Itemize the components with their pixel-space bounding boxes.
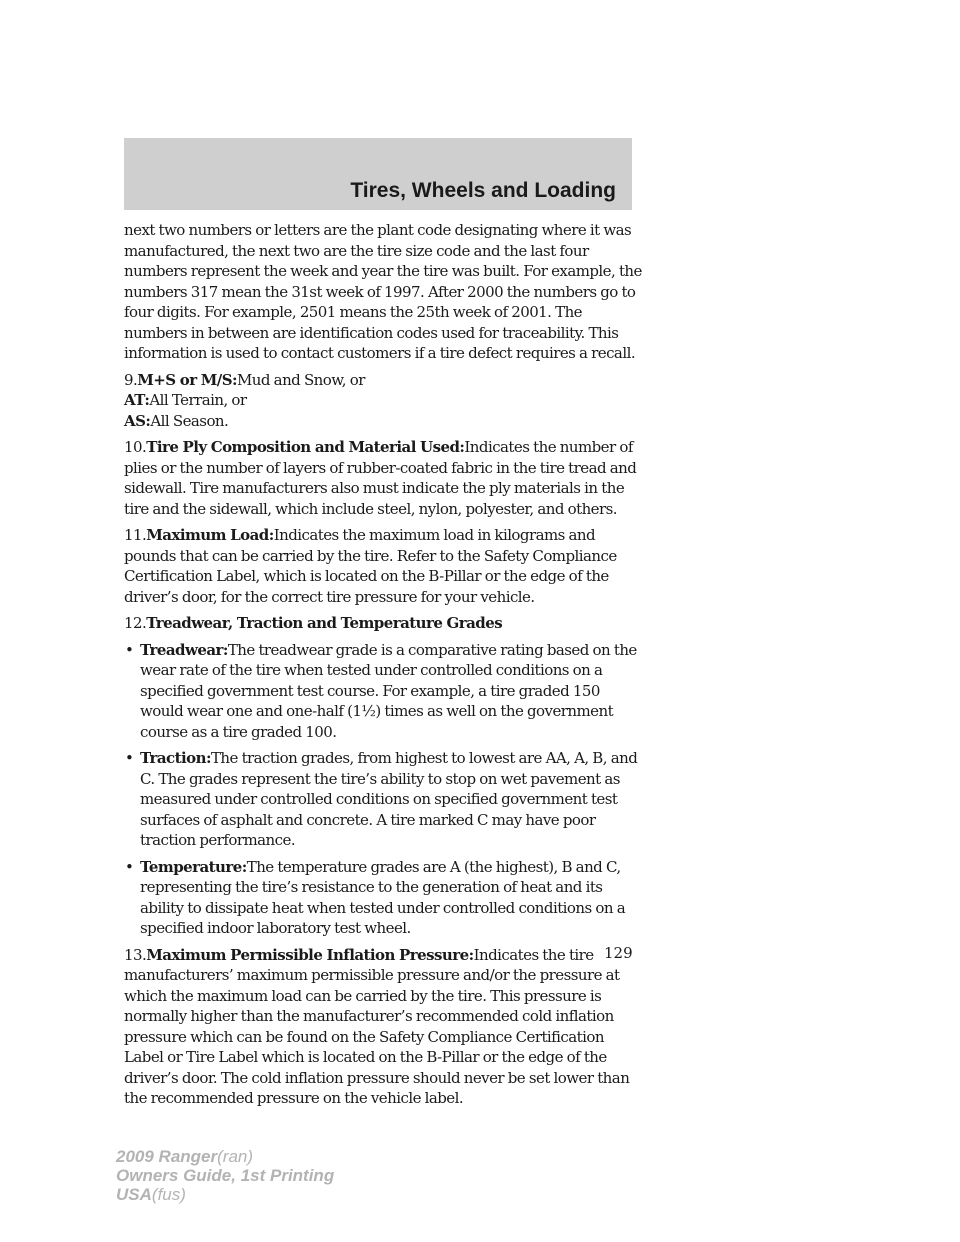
- item-9-at-text: All Terrain, or: [149, 391, 247, 409]
- item-11: [124, 525, 644, 607]
- bullet-traction: [124, 748, 644, 851]
- page-body: [124, 220, 644, 1109]
- bullet-icon: •: [125, 857, 134, 876]
- item-10-text: Indicates the number of plies or the number of layers of rubber-coated fabric in the tire tread and sidewall. Tire manufacturers also must indicate the ply materials in the tire and the sidewall, which include steel, nylon, polyester, and others.: [124, 438, 637, 518]
- bullet-treadwear-term: Treadwear:: [140, 640, 228, 659]
- item-13-term: Maximum Permissible Inflation Pressure:: [146, 945, 474, 964]
- item-9-number: 9.: [124, 370, 138, 389]
- item-11-number: 11.: [124, 526, 147, 544]
- item-13-text: Indicates the tire manufacturers’ maximum permissible pressure and/or the pressure at which the maximum load can be carried by the tire. This pressure is normally higher than the manufacturer’s recommended cold inflation pressure which can be found on the Safety Compliance Certification Label or Tire Label which is located on the B-Pillar or the edge of the driver’s door. The cold inflation pressure should never be set lower than the recommended pressure on the vehicle label.: [124, 945, 630, 1107]
- footer-line-1: [116, 1147, 334, 1166]
- bullet-icon: •: [125, 640, 134, 659]
- item-9-line-at: [124, 390, 644, 411]
- footer-line-2: [116, 1166, 334, 1185]
- intro-paragraph: next two numbers or letters are the plant code designating where it was manufactured, the next two are the tire size code and the last four numbers represent the week and year the tire was built. For example, the numbers 317 mean the 31st week of 1997. After 2000 the numbers go to four digits. For example, 2501 means the 25th week of 2001. The numbers in between are identification codes used for traceability. This information is used to contact customers if a tire defect requires a recall.: [124, 221, 642, 362]
- item-10-term: Tire Ply Composition and Material Used:: [146, 438, 465, 456]
- item-9-as-text: All Season.: [150, 411, 229, 430]
- item-9-at-term: AT:: [124, 391, 150, 409]
- footer-market-code: (fus): [151, 1185, 186, 1204]
- section-title: Tires, Wheels and Loading: [350, 179, 616, 202]
- bullet-traction-text: The traction grades, from highest to lowest are AA, A, B, and C. The grades represent the tire’s ability to stop on wet pavement as measured under controlled conditions on specified government test surfaces of asphalt and concrete. A tire marked C may have poor traction performance.: [140, 749, 638, 849]
- item-9: [124, 370, 644, 432]
- footer-line-3: [116, 1185, 334, 1204]
- item-9-ms-text: Mud and Snow, or: [236, 370, 365, 389]
- document-footer: [116, 1147, 334, 1204]
- bullet-icon: •: [125, 749, 134, 767]
- item-10: [124, 437, 644, 519]
- item-12-number: 12.: [124, 614, 147, 632]
- item-9-as-term: AS:: [124, 411, 151, 430]
- bullet-traction-term: Traction:: [140, 749, 211, 767]
- item-13-number: 13.: [124, 945, 147, 964]
- footer-market: USA: [116, 1185, 152, 1204]
- item-9-line-as: [124, 411, 644, 432]
- item-13: [124, 945, 644, 1109]
- page-number: 129: [604, 944, 633, 962]
- bullet-temperature: [124, 857, 644, 939]
- item-11-term: Maximum Load:: [146, 526, 274, 544]
- footer-model: 2009 Ranger: [116, 1147, 218, 1166]
- bullet-temperature-text: The temperature grades are A (the highest), B and C, representing the tire’s resistance to the generation of heat and its ability to dissipate heat when tested under controlled conditions on a specified indoor laboratory test wheel.: [140, 857, 626, 937]
- section-header-band: [124, 138, 632, 210]
- item-9-line-ms: [124, 370, 644, 391]
- item-11-text: Indicates the maximum load in kilograms and pounds that can be carried by the tire. Refer to the Safety Compliance Certification Label, which is located on the B-Pillar or the edge of the driver’s door, for the correct tire pressure for your vehicle.: [124, 526, 617, 606]
- bullet-treadwear: [124, 640, 644, 743]
- bullet-treadwear-text: The treadwear grade is a comparative rating based on the wear rate of the tire when tested under controlled conditions on a specified government test course. For example, a tire graded 150 would wear one and one-half (1½) times as well on the government course as a tire graded 100.: [140, 640, 637, 741]
- item-9-ms-term: M+S or M/S:: [137, 370, 237, 389]
- item-10-number: 10.: [124, 438, 147, 456]
- item-12-heading: [124, 613, 644, 634]
- footer-edition: Owners Guide, 1st Printing: [116, 1166, 335, 1185]
- item-12-term: Treadwear, Traction and Temperature Grades: [146, 614, 503, 632]
- bullet-temperature-term: Temperature:: [140, 857, 247, 876]
- footer-model-code: (ran): [217, 1147, 254, 1166]
